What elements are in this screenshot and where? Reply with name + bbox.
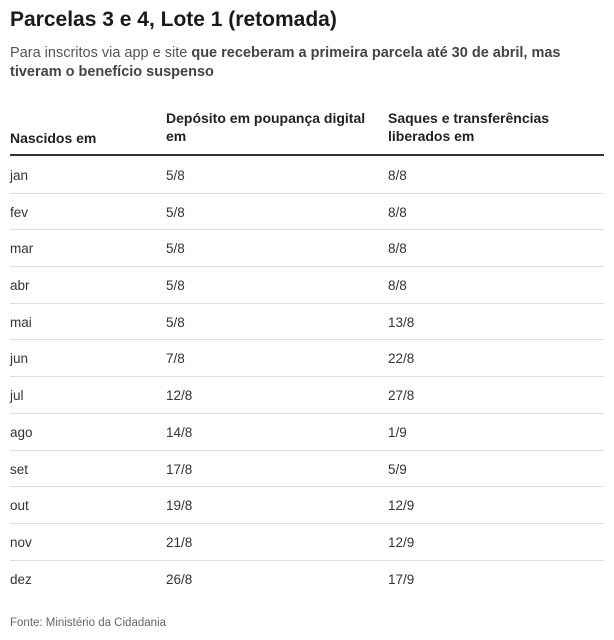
table-row [10, 157, 604, 194]
table-row [10, 561, 604, 598]
cell-withdrawal-date: 8/8 [388, 278, 407, 294]
header-deposit-date: Depósito em poupança digital em [166, 110, 366, 144]
cell-withdrawal-date: 8/8 [388, 168, 407, 183]
cell-withdrawal-date: 27/8 [388, 388, 415, 404]
cell-deposit-date: 7/8 [166, 351, 185, 367]
cell-birth-month: jun [10, 351, 29, 367]
cell-birth-month: nov [10, 534, 32, 550]
table-row [10, 377, 604, 414]
cell-withdrawal-date: 8/8 [388, 204, 407, 220]
cell-deposit-date: 5/8 [166, 241, 185, 257]
table-row [10, 524, 604, 561]
cell-withdrawal-date: 8/8 [388, 241, 407, 257]
cell-birth-month: out [10, 498, 29, 514]
header-withdrawal-date: Saques e transferências liberados em [388, 110, 550, 144]
cell-birth-month: mai [10, 314, 32, 330]
cell-deposit-date: 21/8 [166, 534, 193, 550]
subtitle [10, 44, 606, 82]
table-row [10, 414, 604, 451]
cell-birth-month: jan [10, 168, 29, 183]
table-row [10, 230, 604, 267]
table-body [10, 157, 604, 597]
cell-deposit-date: 5/8 [166, 168, 185, 183]
cell-withdrawal-date: 13/8 [388, 314, 415, 330]
cell-birth-month: ago [10, 424, 33, 440]
cell-birth-month: mar [10, 241, 34, 257]
cell-withdrawal-date: 12/9 [388, 534, 415, 550]
cell-withdrawal-date: 12/9 [388, 498, 415, 514]
page-title: Parcelas 3 e 4, Lote 1 (retomada) [10, 8, 337, 31]
header-birth-month: Nascidos em [10, 130, 97, 146]
cell-deposit-date: 5/8 [166, 314, 185, 330]
cell-deposit-date: 26/8 [166, 571, 193, 587]
cell-withdrawal-date: 1/9 [388, 424, 407, 440]
cell-birth-month: jul [10, 388, 24, 404]
table-row [10, 304, 604, 341]
cell-deposit-date: 5/8 [166, 278, 185, 294]
cell-deposit-date: 19/8 [166, 498, 193, 514]
subtitle-normal: Para inscritos via app e site [10, 45, 192, 61]
subtitle-bold: que receberam a primeira parcela até 30 de abril, mas tiveram o benefício suspenso [10, 45, 561, 80]
cell-birth-month: fev [10, 204, 29, 220]
table-row [10, 194, 604, 231]
cell-birth-month: set [10, 461, 29, 477]
cell-withdrawal-date: 17/9 [388, 571, 415, 587]
cell-birth-month: dez [10, 571, 32, 587]
cell-deposit-date: 14/8 [166, 424, 193, 440]
cell-deposit-date: 17/8 [166, 461, 193, 477]
table-row [10, 487, 604, 524]
cell-withdrawal-date: 22/8 [388, 351, 415, 367]
cell-deposit-date: 5/8 [166, 204, 185, 220]
source-note: Fonte: Ministério da Cidadania [10, 617, 166, 629]
table-row [10, 451, 604, 488]
table-header [10, 108, 604, 156]
table-row [10, 340, 604, 377]
table-row [10, 267, 604, 304]
cell-birth-month: abr [10, 278, 30, 294]
cell-withdrawal-date: 5/9 [388, 461, 407, 477]
cell-deposit-date: 12/8 [166, 388, 193, 404]
